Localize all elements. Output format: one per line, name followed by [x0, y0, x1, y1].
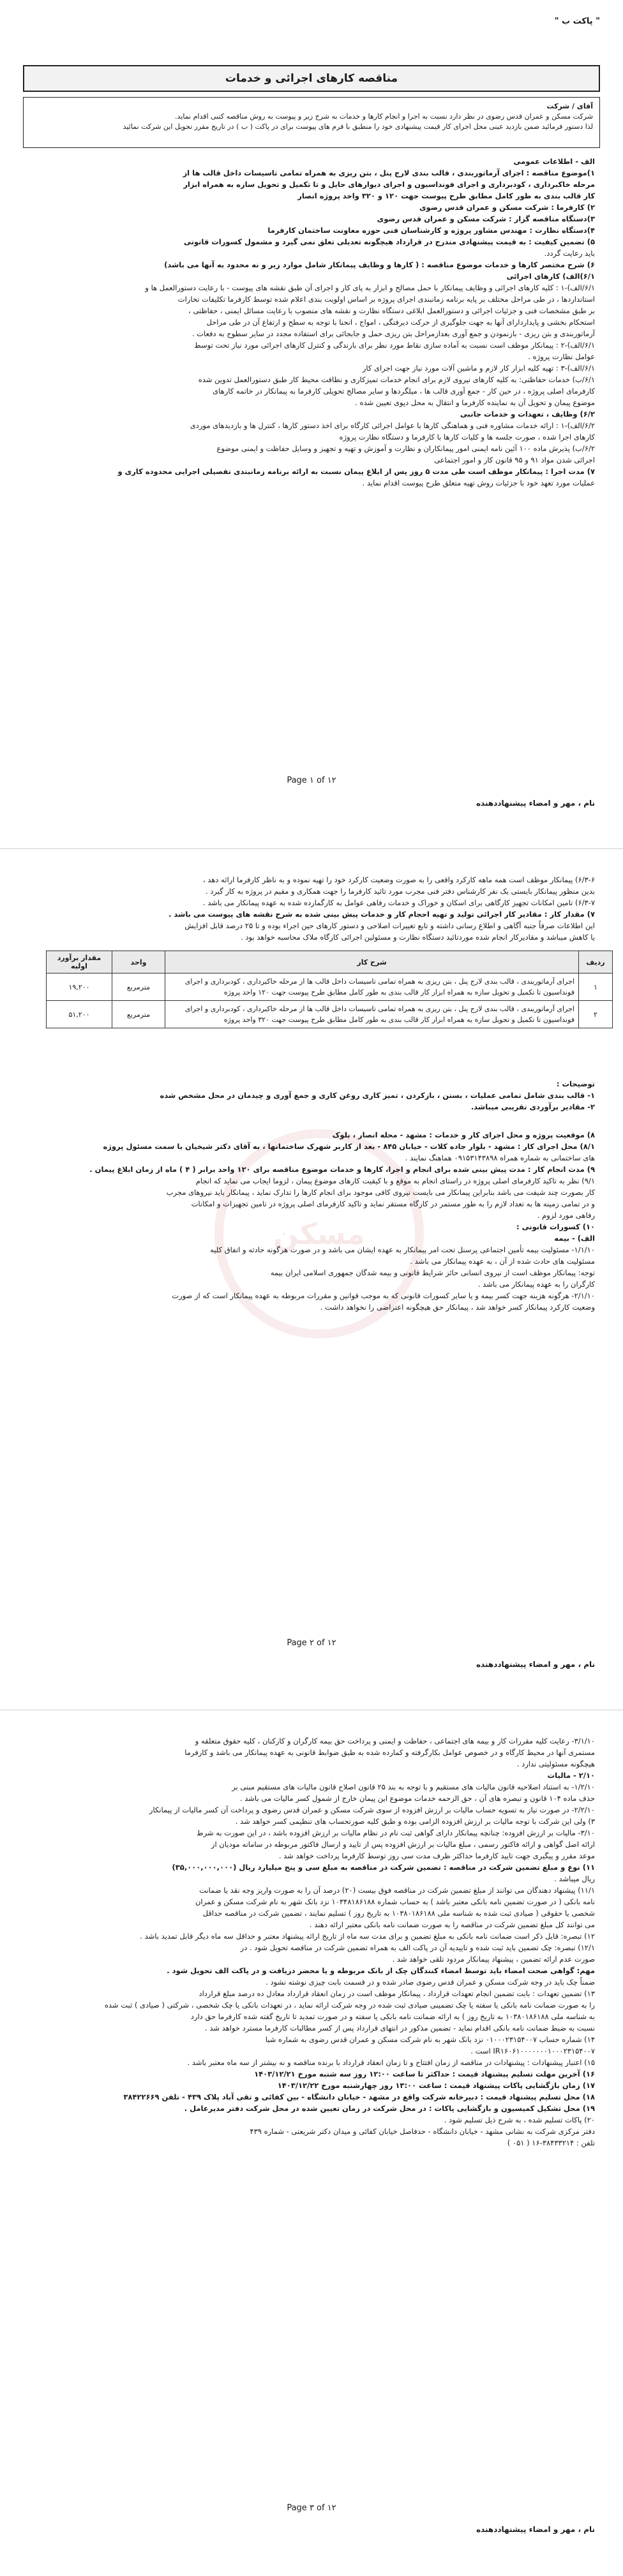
- text-line: را به صورت ضمانت نامه بانکی یا سفته یا چک تضمینی صیادی ثبت شده در وجه شرکت ارائه نماید ، در تعهدات بانکی یا چک شخصی ، شرکتی ( صیادی ) ثبت شده: [104, 2001, 595, 2010]
- text-line: ۱۳) تضمین تعهدات : بابت تضمین انجام تعهدات قرارداد ، پیمانکار موظف است در زمان انعقاد قرارداد معادل ده درصد مبلغ قرارداد: [199, 1989, 595, 1998]
- text-line: و در تمامی زمینه ها به تعداد لازم را به طور مستمر در کارگاه مستقر نماید و تاکید کارفرمای اصلی پروژه در تامین تجهیزات و امکانات: [191, 1199, 595, 1208]
- text-line: ۱)موضوع مناقصه : اجرای آرماتوربندی ، قالب بندی لارج پنل ، بتن ریزی به همراه تمامی تاسیسات داخل قالب ها از: [183, 168, 595, 177]
- text-line: ۲/۲/۱۰- در صورت نیاز به تسویه حساب مالیات بر ارزش افزوده از سوی شرکت مسکن و عمران قدس رضوی و پرداخت آن کسر مالیات از پیمانکار: [149, 1805, 595, 1814]
- signature-line: نام ، مهر و امضاء پیشنهاددهنده: [476, 2525, 595, 2534]
- table-header-row: [47, 951, 613, 973]
- text-line: کار قالب بندی به طور کامل مطابق طرح پیوست جهت ۱۲۰ و ۳۲۰ واحد پروژه انصار: [297, 191, 595, 200]
- text-line: مستمری آنها در محیط کارگاه و در خصوص عوامل بکارگرفته و کمارده شده به طبق ضوابط قانونی به عهده پیمانکار می باشد و کارفرما: [184, 1748, 595, 1757]
- text-line: ۱۵) اعتبار پیشنهادات : پیشنهادات در مناقصه از زمان افتتاح و تا زمان انعقاد قرارداد با برنده مناقصه و نه بیشتر از سه ماه معتبر باشد .: [187, 2058, 595, 2067]
- items-table-wrap: [10, 951, 613, 1028]
- envelope-label: " پاکت ب ": [554, 17, 600, 26]
- text-line: های ساختمانی به شماره همراه ۰۹۱۵۳۱۴۳۸۹۸ هماهنگ نمایند .: [405, 1153, 595, 1162]
- text-line: ۱۱/۱) پیشنهاد دهندگان می توانند از مبلغ تضمین شرکت در مناقصه فوق بیست (۲۰) درصد آن را به صورت واریز وجه نقد یا ضمانت: [199, 1886, 595, 1895]
- text-line: ۷) مقدار کار : مقادیر کار اجرائی تولید و تهیه احجام کار و خدمات پیش بینی شده به شرح نقشه های پیوست می باشد .: [169, 910, 595, 919]
- text-line: ۲۰) پاکات تسلیم شده ، به شرح ذیل تسلیم شود .: [444, 2115, 595, 2124]
- text-line: ۳)دستگاه مناقصه گزار : شرکت مسکن و عمران قدس رضوی: [377, 214, 595, 223]
- text-line: ۶/۲/ب) پذیرش ماده ۱۰۰ آئین نامه ایمنی امور پیمانکاران و نظارت و آموزش و تهیه و تجهیز و وسایل حفاظت و ایمنی موضوع: [216, 444, 595, 453]
- text-line: اجرائی شدن مواد ۹۱ و ۹۵ قانون کار و امور اجتماعی: [434, 455, 595, 464]
- text-line: هیچگونه مسئولیتی ندارد .: [516, 1759, 595, 1768]
- text-line: مهم: گواهی صحت امضاء باید توسط امضاء کنندگان چک از بانک مربوطه و یا محضر دریافت و در پاکت الف تحویل شود .: [167, 1966, 595, 1975]
- text-line: نسبت به ضبط ضمانت نامه بانکی اقدام نماید - تضمین مذکور در انتهای قرارداد پس از کسر مطالبات کارفرما مسترد خواهد شد .: [205, 2024, 595, 2032]
- row-description: اجرای آرماتوربندی ، قالب بندی لارج پنل ، بتن ریزی به همراه تمامی تاسیسات داخل قالب ها از مرحله خاکبرداری ، کودبرداری و اجرای فونداسیون تا تکمیل و تحویل سازه به همراه ابزار کار قالب بندی به طور کامل مطابق طرح پیوست جهت ۱۲۰ واحد پروژه: [165, 973, 579, 1001]
- text-line: کارهای اجرا شده ، صورت جلسه ها و کلیات کارها با کارفرما و دستگاه نظارت پروژه: [339, 433, 595, 441]
- text-line: ۱۲/۱) تبصره: چک تضمین باید ثبت شده و تاییدیه آن در پاکت الف به همراه تضمین شرکت در مناقصه تحویل شود . در: [240, 1943, 595, 1952]
- text-line: ۹/۱) نظر به تاکید کارفرمای اصلی پروژه در راستای انجام به موقع و با کیفیت کارهای موضوع پیمان ، لزوما ایجاب می نماید که انجام: [195, 1176, 595, 1185]
- text-line: ۶/۱/الف)-۲ : پیمانکار موظف است نسبت به آماده سازی نقاط مورد نظر برای بارندگی و کنترل کارهای اجرائی مورد نیاز تحت توسط: [194, 341, 595, 350]
- address-block: [23, 97, 600, 148]
- text-line: ۱۹) محل تشکیل کمیسیون و بازگشایی پاکات : در محل شرکت در زمان تعیین شده در محل شرکت دفتر مدیرعامل .: [184, 2104, 595, 2113]
- text-line: صورت عدم ارائه تضمین ، پیشنهاد پیمانکار مردود تلقی خواهد شد .: [392, 1955, 595, 1964]
- text-line: توجه: پیمانکار موظف است از نیروی انسانی حائز شرایط قانونی و بیمه شدگان جمهوری اسلامی ایران بیمه: [270, 1268, 595, 1277]
- text-line: ۶/۱)الف) کارهای اجرائی: [506, 272, 595, 281]
- page-3: [10, 1716, 613, 2571]
- row-unit: مترمربع: [112, 973, 165, 1001]
- text-line: آرماتوربندی و بتن ریزی - بازنمودن و جمع آوری بعدازمراحل بتن ریزی حمل و جابجائی برای استفاده مجدد در سایر سطوح به دفعات .: [191, 329, 595, 338]
- text-line: استانداردها ، در طی مراحل مختلف بر پایه برنامه زمانبندی اجرای پروژه بر اساس اولویت بندی اعلام شده توسط کارفرما تکلیفات تخارات: [177, 295, 595, 304]
- signature-line: نام ، مهر و امضاء پیشنهاددهنده: [476, 799, 595, 808]
- text-line: ۱۴) شماره حساب ۰۱۰۰۰۲۳۱۵۴۰۰۷ نزد بانک شهر به نام شرکت مسکن و عمران قدس رضوی به شماره شبا: [265, 2035, 595, 2044]
- text-line: دفتر مرکزی شرکت به نشانی مشهد - خیابان دانشگاه - حدفاصل خیابان کفائی و میدان دکتر شریعتی - شماره ۴۳۹: [250, 2127, 595, 2136]
- text-line: ۱۱) نوع و مبلغ تضمین شرکت در مناقصه : تضمین شرکت در مناقصه به مبلغ سی و پنج میلیارد ریال (۳۵,۰۰۰,۰۰۰,۰۰۰): [172, 1863, 595, 1872]
- row-number: ۱: [579, 973, 613, 1001]
- text-line: مرحله خاکبرداری ، کودبرداری و اجرای فونداسیون و اجرای دیوارهای حایل و تا تکمیل و تحویل سازه به همراه ابزار: [183, 180, 595, 189]
- text-line: ۲) کارفرما : شرکت مسکن و عمران قدس رضوی: [419, 203, 595, 212]
- text-line: ۱۲) تبصره: قابل ذکر است ضمانت نامه بانکی به مبلغ تضمین و برای مدت سه ماه از تاریخ ارائه پیشنهاد معتبر و حداقل سه ماه دیگر قابل تمدید باشد .: [140, 1932, 595, 1941]
- text-line: ضمناً چک باید در وجه شرکت مسکن و عمران قدس رضوی صادر شده و در قسمت بابت چیزی نوشته نشود .: [266, 1978, 595, 1987]
- text-line: عوامل نظارت پروژه .: [528, 352, 595, 361]
- signature-line: نام ، مهر و امضاء پیشنهاددهنده: [476, 1660, 595, 1669]
- text-line: ۶/۲) وظایف ، تعهدات و خدمات جانبی: [460, 410, 595, 418]
- text-line: ۸) موقعیت پروژه و محل اجرای کار و خدمات : مشهد - محله انصار ، بلوک: [332, 1130, 595, 1139]
- text-line: ۳/۱/۱۰- رعایت کلیه مقررات کار و بیمه های اجتماعی ، حفاظت و ایمنی و پرداخت حق بیمه کارگران و کارکنان ، کلیه حقوق متعلقه و: [195, 1736, 595, 1745]
- text-line: می توانند کل مبلغ تضمین شرکت در مناقصه را به صورت ضمانت نامه بانکی معتبر ارائه دهند .: [309, 1920, 595, 1929]
- text-line: ۶/۳-۶) پیمانکار موظف است همه ماهه کارکرد واقعی را به صورت وضعیت کارکرد خود را تهیه نموده و به ناظر کارفرما ارائه دهد ،: [202, 875, 595, 884]
- text-line: ۳) ولی این شرکت با توجه مالیات بر ارزش افزوده الزامی بوده و طبق کلیه صورتحساب های تنظیمی کسر خواهد شد .: [235, 1817, 595, 1826]
- text-line: نامه بانکی ( در صورت تضمین نامه بانکی معتبر باشد ) به حساب شماره ۱۰۳۴۸۱۸۶۱۸۸ نزد بانک شهر به نام شرکت مسکن و عمران: [195, 1897, 595, 1906]
- text-line: استحکام بخشی و پایداردارای آنها به جهت جلوگیری از حرکت دیرفتگی ، امواج ، انحنا با توجه به سطح و ارتفاع آن در طی مراحل: [206, 318, 595, 327]
- page-title: مناقصه کارهای اجرائی و خدمات: [23, 65, 600, 92]
- text-line: ۶/۱/ب) خدمات حفاظتی: به کلیه کارهای نیروی لازم برای انجام خدمات تمیزکاری و نظافت محیط کار طبق دستورالعمل تدوین شده: [198, 375, 595, 384]
- row-description: اجرای آرماتوربندی ، قالب بندی لارج پنل ، بتن ریزی به همراه تمامی تاسیسات داخل قالب ها از مرحله خاکبرداری ، کودبرداری و اجرای فونداسیون تا تکمیل و تحویل سازه به همراه ابزار کار قالب بندی به طور کامل مطابق طرح پیوست جهت ۳۲۰ واحد پروژه: [165, 1001, 579, 1028]
- table-row: [47, 973, 613, 1001]
- text-line: ۹) مدت انجام کار : مدت پیش بینی شده برای انجام و اجرا، کارها و خدمات موضوع مناقصه برای ۱۲۰ واحد برابر ( ۴ ) ماه از زمان ابلاغ پیمان .: [89, 1165, 595, 1174]
- text-line: ۶/۲/الف)-۱ : ارائه خدمات مشاوره فنی و هماهنگی کارها با عوامل اجرائی کارگاه برای اخذ دستور کارها ، کنترل ها و بازدیدهای موردی: [190, 421, 595, 430]
- text-line: بدین منظور پیمانکار بایستی یک نفر کارشناس دفتر فنی مجرب مورد تائید کارفرما را جهت همکاری و مقیم در پروژه به کار گیرد .: [205, 887, 595, 896]
- text-line: کار بصورت چند شیفت می باشد بنابراین پیمانکار می بایست نیروی کافی موجود برای انجام کارها را تدارک نماید ، پیمانکار باید نیروهای مجرب: [166, 1188, 595, 1197]
- notes-title: توضیحات :: [556, 1079, 595, 1088]
- text-line: رفاهی مورد لزوم .: [537, 1211, 595, 1220]
- text-line: شخصی یا حقوقی ( صیادی ثبت شده به شناسه ملی ۱۰۳۸۰۱۸۶۱۸۸ به تاریخ روز ) تسلیم نمایند ، تضمین شرکت در مناقصه حداقل: [202, 1909, 595, 1918]
- text-line: ارائه اصل گواهی و ارائه فاکتور رسمی ، مبلغ مالیات بر ارزش افزوده پس از تایید و ارسال فاکتور مربوطه در سامانه مودیان از: [211, 1840, 595, 1849]
- row-quantity: ۵۱,۲۰۰: [47, 1001, 112, 1028]
- text-line: یا کاهش میباشد و مقادیرکار انجام شده موردتائید دستگاه نظارت و مسئولین اجرائی کارگاه ملاک محاسبه خواهد بود .: [241, 933, 595, 942]
- notes-section: [10, 1078, 613, 1113]
- text-line: ۱۷) زمان بازگشایی پاکات پیشنهاد قیمت : ساعت ۱۳:۰۰ روز چهارشنبه مورخ ۱۴۰۳/۱۲/۲۲: [277, 2081, 595, 2090]
- text-line: ریال میباشد .: [554, 1874, 595, 1883]
- text-line: ۲/۱/۱۰- هرگونه هزینه جهت کسر بیمه و یا سایر کسورات قانونی که به موجب قوانین و مقررات مربوطه به عهده پیمانکار است که از صورت: [172, 1291, 595, 1300]
- text-line: کارگران را به عهده پیمانکار می باشد .: [477, 1280, 595, 1289]
- text-line: ۸/۱) محل اجرای کار : مشهد - بلوار جاده کلات - خیابان ۸۴۵ - بعد از کاربر شهرک ساختمانها ، به آقای دکتر شیخیان با سمت مسئول پروژه: [103, 1142, 595, 1151]
- text-line: ۲/۱۰ - مالیات: [547, 1771, 595, 1780]
- text-line: الف) - بیمه: [554, 1234, 595, 1243]
- text-line: ۶/۱/الف)-۳ : تهیه کلیه ابزار کار لازم و ماشین آلات مورد نیاز جهت اجرای کار: [362, 364, 595, 373]
- items-table: [46, 951, 613, 1028]
- text-line: ۱۸) محل تسلیم پیشنهاد قیمت : دبیرخانه شرکت واقع در مشهد - خیابان دانشگاه - بین کفائی و تقی آباد پلاک ۴۳۹ - تلفن ۳۸۴۲۲۶۶۹: [123, 2092, 595, 2101]
- text-line: ۳/۱۰- مالیات بر ارزش افزوده: چنانچه پیمانکار دارای گواهی ثبت نام در نظام مالیات بر ارزش افزوده باشد ، در این صورت به شرط: [196, 1828, 595, 1837]
- page-number: Page ۳ of ۱۲: [287, 2503, 336, 2513]
- text-line: الف - اطلاعات عمومی: [513, 157, 595, 166]
- col-header-unit: واحد: [112, 951, 165, 973]
- tax-and-guarantee-section: [10, 1735, 613, 2149]
- text-line: ۶/۳-۷) تامین امکانات تجهیز کارگاهی برای اسکان و خوراک و خدمات رفاهی عوامل به کارگمارده شده به عهده پیمانکار می باشد .: [202, 898, 595, 907]
- table-row: [47, 1001, 613, 1028]
- text-line: بر طبق مشخصات فنی و جزئیات اجرائی و دستورالعمل ابلاغی دستگاه نظارت و نقشه های منصوب با رعایت مسائل ایمنی ، حفاظتی ،: [188, 306, 595, 315]
- text-line: ۶/۱/الف)-۱ : کلیه کارهای اجرائی و وظایف پیمانکار با حمل مصالح و ابزار به پای کار و اجرای آن طبق نقشه های پیوست - با رعایت دستورالعمل ها و: [145, 283, 595, 292]
- note-item: ۱- قالب بندی شامل تمامی عملیات ، بستن ، بازکردن ، تمیز کاری روغن کاری و جمع آوری و چیدمان در محل مشخص شده: [160, 1091, 595, 1100]
- text-line: کارفرمای اصلی پروژه ، در حین کار - جمع آوری قالب ها ، میلگردها و سایر مصالح تحویلی کارفرما به پیمانکار در خاتمه کارهای: [213, 387, 595, 396]
- text-line: ۵) تضمین کیفیت : به قیمت پیشنهادی مندرج در قرارداد هیچگونه تعدیلی تعلق نمی گیرد و مشمول کسورات قانونی: [183, 237, 595, 246]
- text-line: ۴)دستگاه نظارت : مهندس مشاور پروژه و کارشناسان فنی حوزه معاونت ساختمان کارفرما: [267, 226, 595, 235]
- text-line: وضعیت کارکرد پیمانکار کسر خواهد شد ، پیمانکار حق هیچگونه اعتراضی را نخواهد داشت .: [320, 1303, 595, 1312]
- text-line: تلفن : ۳۸۴۳۳۲۱۴-۱۶ ( ۰۵۱ ): [507, 2138, 595, 2147]
- col-header-desc: شرح کار: [165, 951, 579, 973]
- text-line: ۷) مدت اجرا : پیمانکار موظف است طی مدت ۵ روز پس از ابلاغ پیمان نسبت به ارائه برنامه زمانبندی تفصیلی اجرایی محدوده کاری و: [117, 467, 595, 476]
- text-line: ۱۶) آخرین مهلت تسلیم پیشنهاد قیمت : حداکثر تا ساعت ۱۲:۰۰ روز سه شنبه مورخ ۱۴۰۳/۱۲/۲۱: [254, 2069, 595, 2078]
- work-quantity-section: [10, 874, 613, 943]
- address-salutation: آقای / شرکت: [546, 102, 593, 110]
- watermark-text: مسکن: [273, 1217, 365, 1251]
- text-line: موعد مقرر و پیگیری جهت تایید کارفرما حداکثر ظرف مدت سی روز توسط کارفرما پرداخت خواهد شد .: [278, 1851, 595, 1860]
- text-line: این اطلاعات صرفاً جنبه آگاهی و اطلاع رسانی داشته و تابع تغییرات اصلاحی و دستور کارهای حین اجراء بوده و تا ۲۵ درصد قابل افزایش: [184, 921, 595, 930]
- page-number: Page ۱ of ۱۲: [287, 776, 336, 785]
- row-quantity: ۱۹,۲۰۰: [47, 973, 112, 1001]
- page-number: Page ۲ of ۱۲: [287, 1638, 336, 1648]
- text-line: ۱۰) کسورات قانونی :: [516, 1222, 595, 1231]
- text-line: ۱/۱/۱۰- مسئولیت بیمه تأمین اجتماعی پرسنل تحت امر پیمانکار به عهده ایشان می باشد و در صورت هرگونه حادثه و اتفاق کلیه: [210, 1245, 595, 1254]
- page-1: [10, 0, 613, 842]
- address-body: شرکت مسکن و عمران قدس رضوی در نظر دارد نسبت به اجرا و انجام کارها و خدمات به شرح زیر و پیوست به روش مناقصه کتبی اقدام نماید.: [175, 112, 593, 121]
- text-line: حذف ماده ۱۰۴ قانون و تبصره های آن ، حق الزحمه خدمات موضوع این پیمان خارج از شمول کسر مالیات می باشد .: [239, 1794, 595, 1803]
- page-divider: [0, 848, 623, 849]
- page-2: [10, 855, 613, 1703]
- text-line: ۱/۲/۱۰- به استناد اصلاحیه قانون مالیات های مستقیم و با توجه به بند ۲۵ قانون اصلاح قانون مالیات های مستقیم مبنی بر: [232, 1782, 595, 1791]
- col-header-row: ردیف: [579, 951, 613, 973]
- text-line: موضوع پیمان و تحویل آن به نماینده کارفرما و انتقال به محل دپوی تعیین شده .: [355, 398, 595, 407]
- address-body: لذا دستور فرمائید ضمن بازدید عینی محل اجرای کار قیمت پیشنهادی خود را منطبق با فرم های پیوست برای در پاکت ( ب ) در تاریخ مقرر تحویل این شرکت نمائید: [123, 122, 593, 131]
- text-line: باید رعایت گردد.: [544, 249, 595, 258]
- text-line: IR۱۶۰۶۱۰۰۰۰۰۰۰۱۰۰۰۲۳۱۵۴۰۰۷ است .: [470, 2047, 595, 2055]
- text-line: مسئولیت های حادث شده از آن ، به عهده پیمانکار می باشد .: [410, 1257, 595, 1266]
- row-number: ۲: [579, 1001, 613, 1028]
- text-line: ۶) شرح مختصر کارها و خدمات موضوع مناقصه : ( کارها و وظایف پیمانکار شامل موارد زیر و نه محدود به آنها می باشد): [164, 260, 595, 269]
- location-and-terms: [10, 1129, 613, 1313]
- text-line: به شناسه ملی ۱۰۳۸۰۱۸۶۱۸۸ به تاریخ روز ) به ارائه ضمانت نامه بانکی یا سفته و در صورت تمدید تا تاریخ گفته شده کارفرما حق دارد: [190, 2012, 595, 2021]
- general-info: [10, 156, 613, 489]
- text-line: عملیات مورد تعهد خود با جزئیات روش تهیه متعلق طرح پیوست اقدام نماید .: [362, 478, 595, 487]
- row-unit: مترمربع: [112, 1001, 165, 1028]
- col-header-qty: مقدار برآورد اولیه: [47, 951, 112, 973]
- note-item: ۲- مقادیر برآوردی تقریبی میباشد.: [470, 1102, 595, 1111]
